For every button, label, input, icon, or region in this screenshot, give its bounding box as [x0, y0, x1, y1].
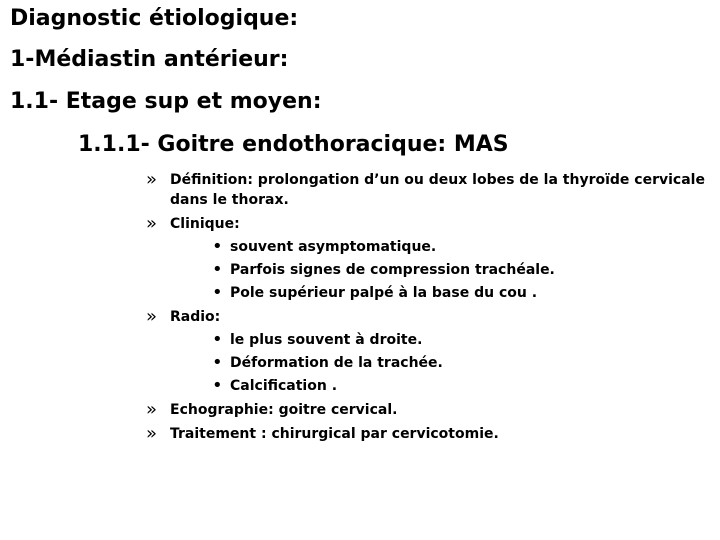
list-item-definition [146, 170, 706, 210]
sub-item-text: souvent asymptomatique. [230, 239, 437, 255]
traitement-text: Traitement : chirurgical par cervicotomie. [170, 426, 499, 442]
heading-diagnostic: Diagnostic étiologique: [10, 6, 299, 31]
dot-bullet-icon: • [212, 352, 223, 373]
heading-mediastin: 1-Médiastin antérieur: [10, 47, 289, 72]
heading-goitre: 1.1.1- Goitre endothoracique: MAS [78, 132, 509, 157]
dot-bullet-icon: • [212, 329, 223, 350]
echographie-text: Echographie: goitre cervical. [170, 402, 398, 418]
sub-item-text: le plus souvent à droite. [230, 332, 423, 348]
dot-bullet-icon: • [212, 282, 223, 303]
sub-item-text: Calcification . [230, 378, 338, 394]
list-item-traitement [146, 424, 706, 444]
sub-item [170, 330, 706, 350]
dot-bullet-icon: • [212, 259, 223, 280]
chevron-bullet-icon: » [146, 213, 158, 234]
sub-item [170, 260, 706, 280]
sub-item-text: Parfois signes de compression trachéale. [230, 262, 555, 278]
radio-label: Radio: [170, 309, 221, 325]
chevron-bullet-icon: » [146, 399, 158, 420]
list-item-echographie [146, 400, 706, 420]
sub-item [170, 376, 706, 396]
chevron-bullet-icon: » [146, 423, 158, 444]
chevron-bullet-icon: » [146, 169, 158, 190]
sub-item [170, 353, 706, 373]
sub-item-text: Pole supérieur palpé à la base du cou . [230, 285, 538, 301]
dot-bullet-icon: • [212, 375, 223, 396]
sub-item-text: Déformation de la trachée. [230, 355, 443, 371]
sub-item [170, 283, 706, 303]
clinique-label: Clinique: [170, 216, 240, 232]
dot-bullet-icon: • [212, 236, 223, 257]
bullet-list [146, 170, 706, 448]
sub-item [170, 237, 706, 257]
definition-text: Définition: prolongation d’un ou deux lobes de la thyroïde cervicale dans le thorax. [170, 172, 705, 208]
heading-etage: 1.1- Etage sup et moyen: [10, 89, 322, 114]
list-item-clinique [146, 214, 706, 303]
chevron-bullet-icon: » [146, 306, 158, 327]
list-item-radio [146, 307, 706, 396]
